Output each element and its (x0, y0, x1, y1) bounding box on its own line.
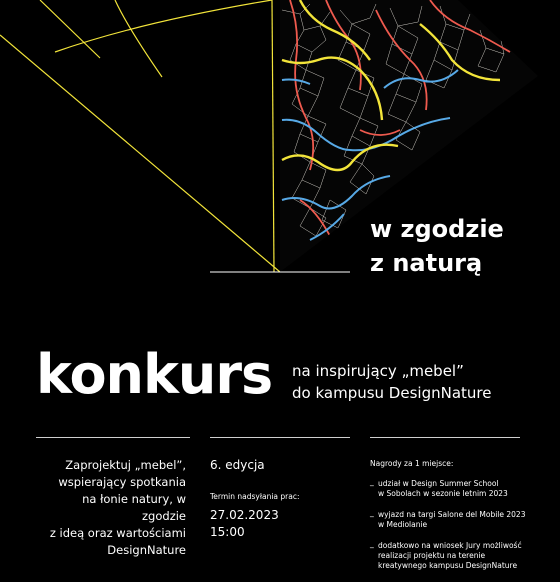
deadline-time: 15:00 (210, 525, 245, 539)
prize-item (370, 510, 550, 530)
leaf-outline (0, 0, 280, 272)
prize-text: w Mediolanie (378, 520, 428, 529)
prize-item (370, 541, 550, 571)
prizes-list (370, 479, 550, 571)
prize-item (370, 479, 550, 499)
subtitle-line-1: na inspirujący „mebel” (292, 362, 464, 380)
slogan-line-1: w zgodzie (370, 215, 504, 243)
slogan (370, 212, 504, 280)
prize-text: _ wyjazd na targi Salone del Mobile 2023 (378, 510, 526, 519)
prize-text: _ udział w Design Summer School (378, 479, 499, 488)
edition-label: 6. edycja (210, 458, 265, 472)
page-title: konkurs (36, 343, 273, 406)
subtitle (292, 360, 491, 404)
prize-text: realizacji projektu na terenie (378, 551, 486, 560)
description (36, 457, 186, 559)
deadline-date: 27.02.2023 (210, 508, 279, 522)
subtitle-line-2: do kampusu DesignNature (292, 384, 492, 402)
divider-1 (36, 437, 190, 438)
divider-3 (370, 437, 520, 438)
prize-text: kreatywnego kampusu DesignNature (378, 561, 518, 570)
description-line: wspierający spotkania (58, 475, 186, 489)
slogan-line-2: z naturą (370, 249, 483, 277)
deadline-block (210, 458, 330, 541)
prizes-heading: Nagrody za 1 miejsce: (370, 459, 454, 468)
description-line: na łonie natury, w zgodzie (82, 492, 186, 523)
description-line: z ideą oraz wartościami (49, 526, 186, 540)
prize-text: w Sobolach w sezonie letnim 2023 (378, 489, 508, 498)
deadline-label: Termin nadsyłania prac: (210, 492, 300, 501)
description-line: DesignNature (107, 543, 186, 557)
description-line: Zaprojektuj „mebel”, (65, 458, 186, 472)
prize-text: _ dodatkowo na wniosek Jury możliwość (378, 541, 522, 550)
prizes-block (370, 459, 550, 582)
divider-2 (210, 437, 350, 438)
